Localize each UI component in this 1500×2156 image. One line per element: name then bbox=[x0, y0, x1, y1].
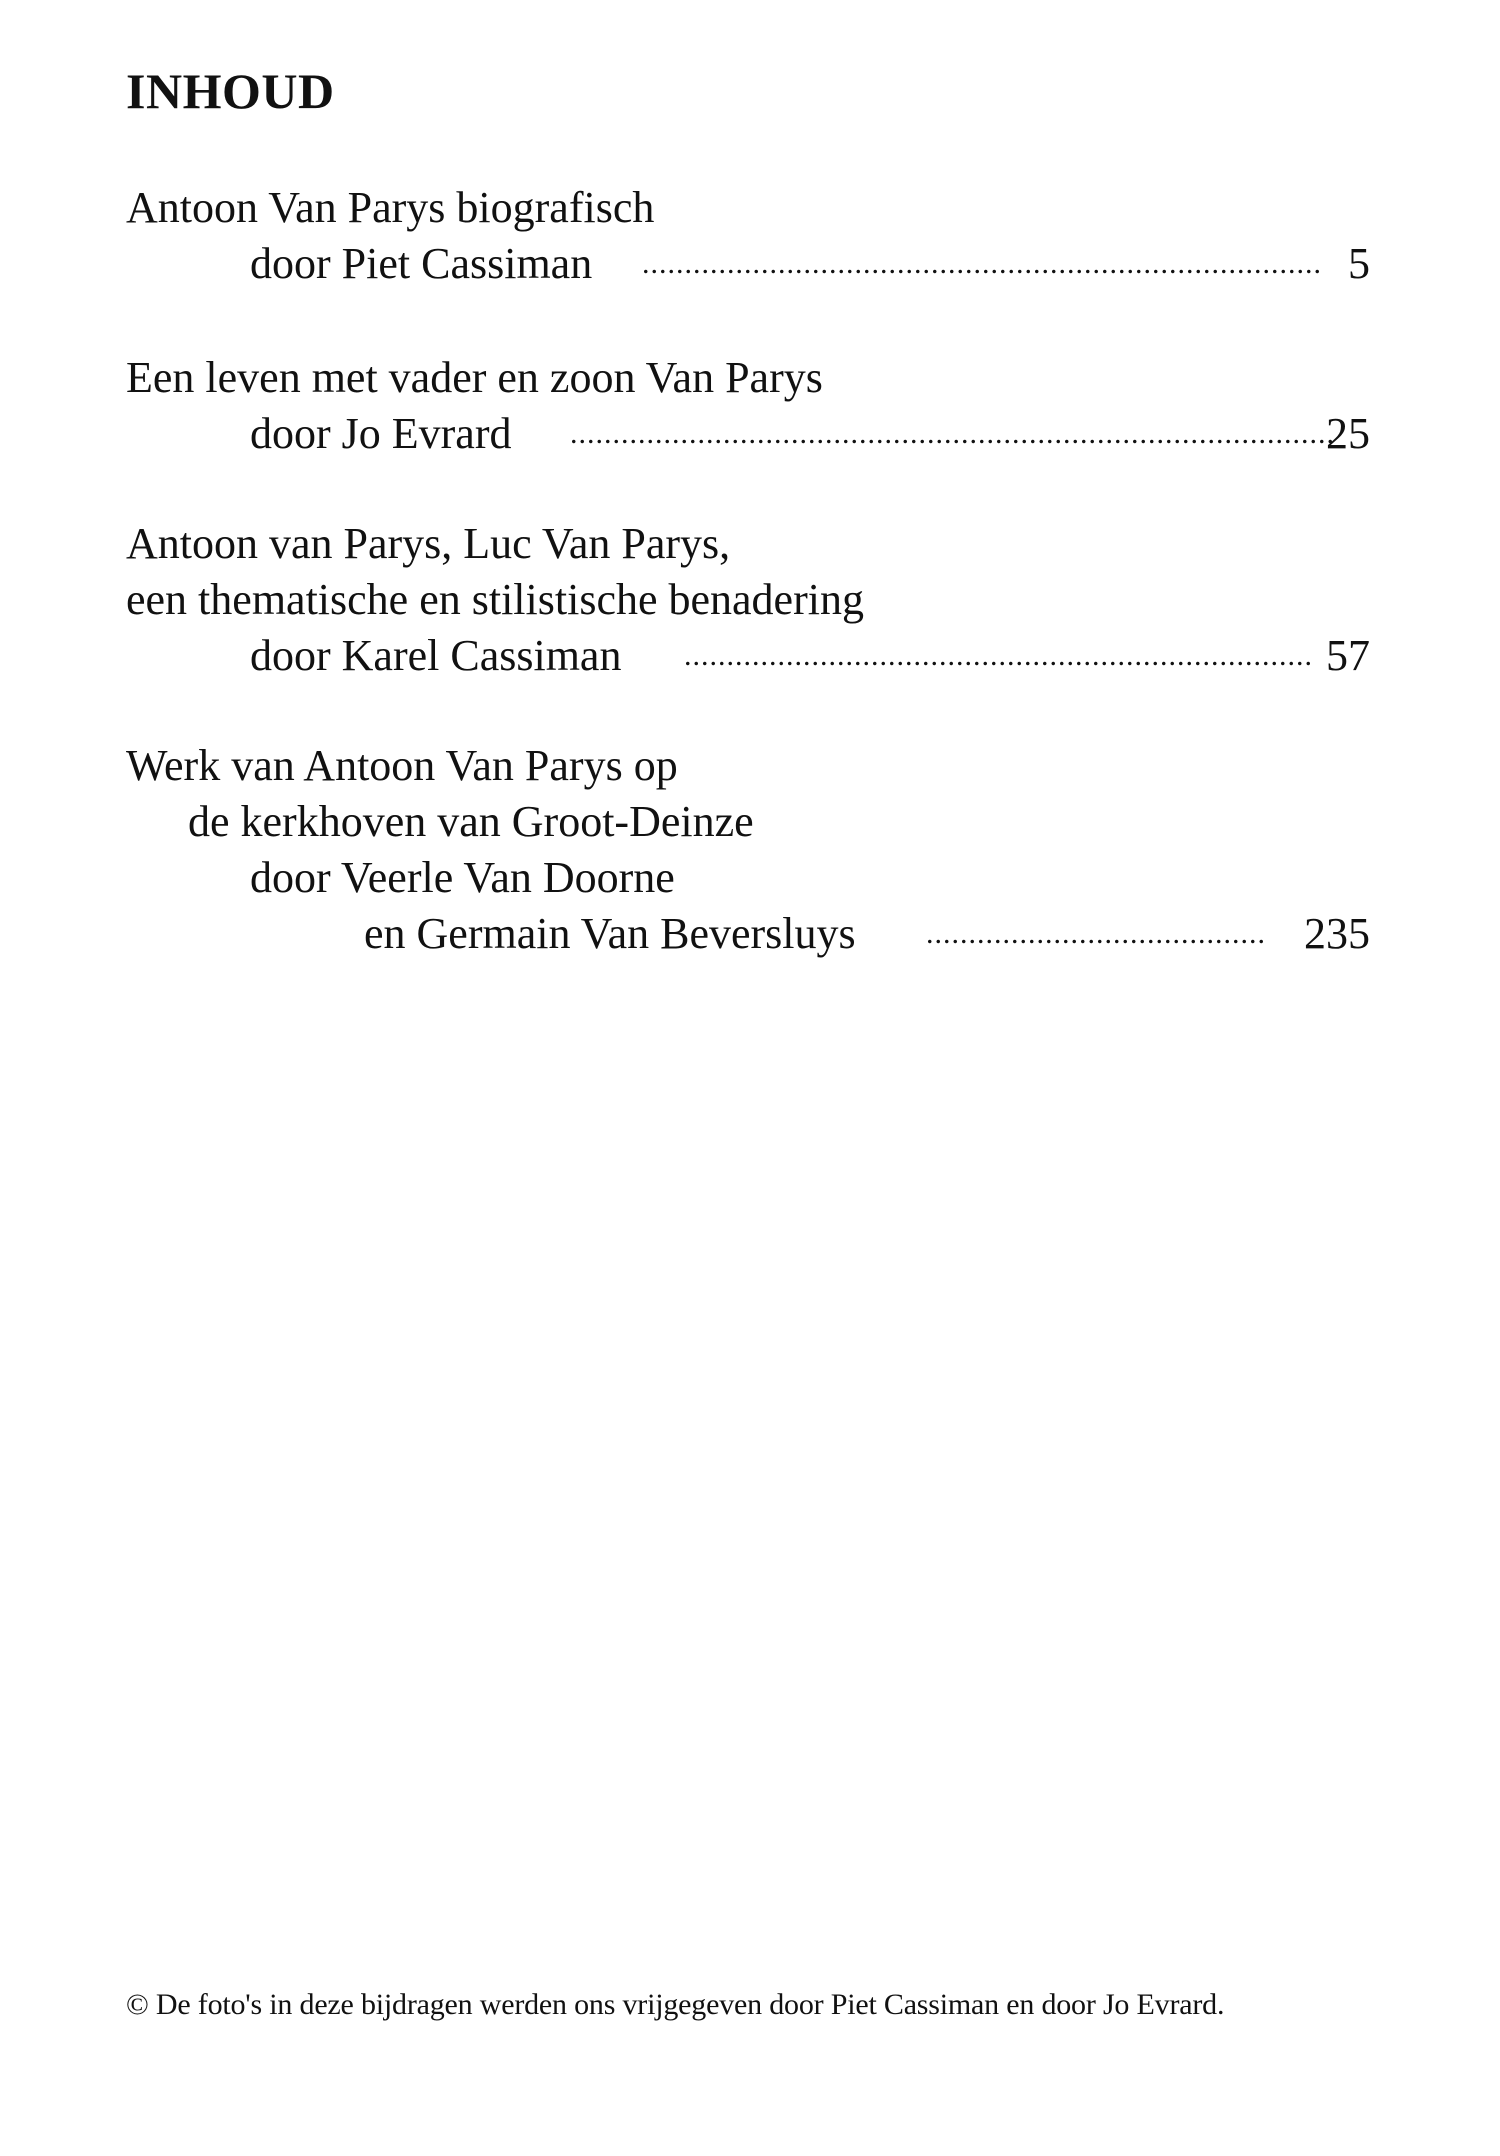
copyright-footer: © De foto's in deze bijdragen werden ons vrijgegeven door Piet Cassiman en door Jo Evrard. bbox=[126, 1988, 1225, 2021]
toc-entry-2-page: 25 bbox=[1326, 409, 1370, 458]
toc-entry-3-author: door Karel Cassiman bbox=[250, 631, 622, 680]
toc-entry-3-title-line-2: een thematische en stilistische benadering bbox=[126, 575, 864, 624]
toc-entry-4-author-line-2: en Germain Van Beversluys bbox=[364, 909, 856, 958]
toc-entry-4-title-line-1: Werk van Antoon Van Parys op bbox=[126, 741, 678, 790]
toc-entry-4-leader: ........................................ bbox=[926, 917, 1266, 950]
toc-entry-1-page: 5 bbox=[1348, 239, 1370, 288]
toc-entry-3-title-line-1: Antoon van Parys, Luc Van Parys, bbox=[126, 519, 731, 568]
toc-entry-2-author: door Jo Evrard bbox=[250, 409, 512, 458]
toc-entry-3-leader: .......................................................................... bbox=[684, 639, 1313, 672]
toc-entry-1-leader: ................................................................................ bbox=[642, 247, 1322, 280]
page-title: INHOUD bbox=[126, 63, 335, 119]
toc-entry-4-title-line-2: de kerkhoven van Groot-Deinze bbox=[188, 797, 754, 846]
toc-entry-1-title: Antoon Van Parys biografisch bbox=[126, 183, 655, 232]
toc-entry-4-author-line-1: door Veerle Van Doorne bbox=[250, 853, 675, 902]
toc-entry-2-leader: .......................................................................................... bbox=[570, 417, 1335, 450]
toc-entry-3-page: 57 bbox=[1326, 631, 1370, 680]
toc-entry-4-page: 235 bbox=[1304, 909, 1370, 958]
toc-entry-2-title: Een leven met vader en zoon Van Parys bbox=[126, 353, 823, 402]
toc-entry-1-author: door Piet Cassiman bbox=[250, 239, 593, 288]
